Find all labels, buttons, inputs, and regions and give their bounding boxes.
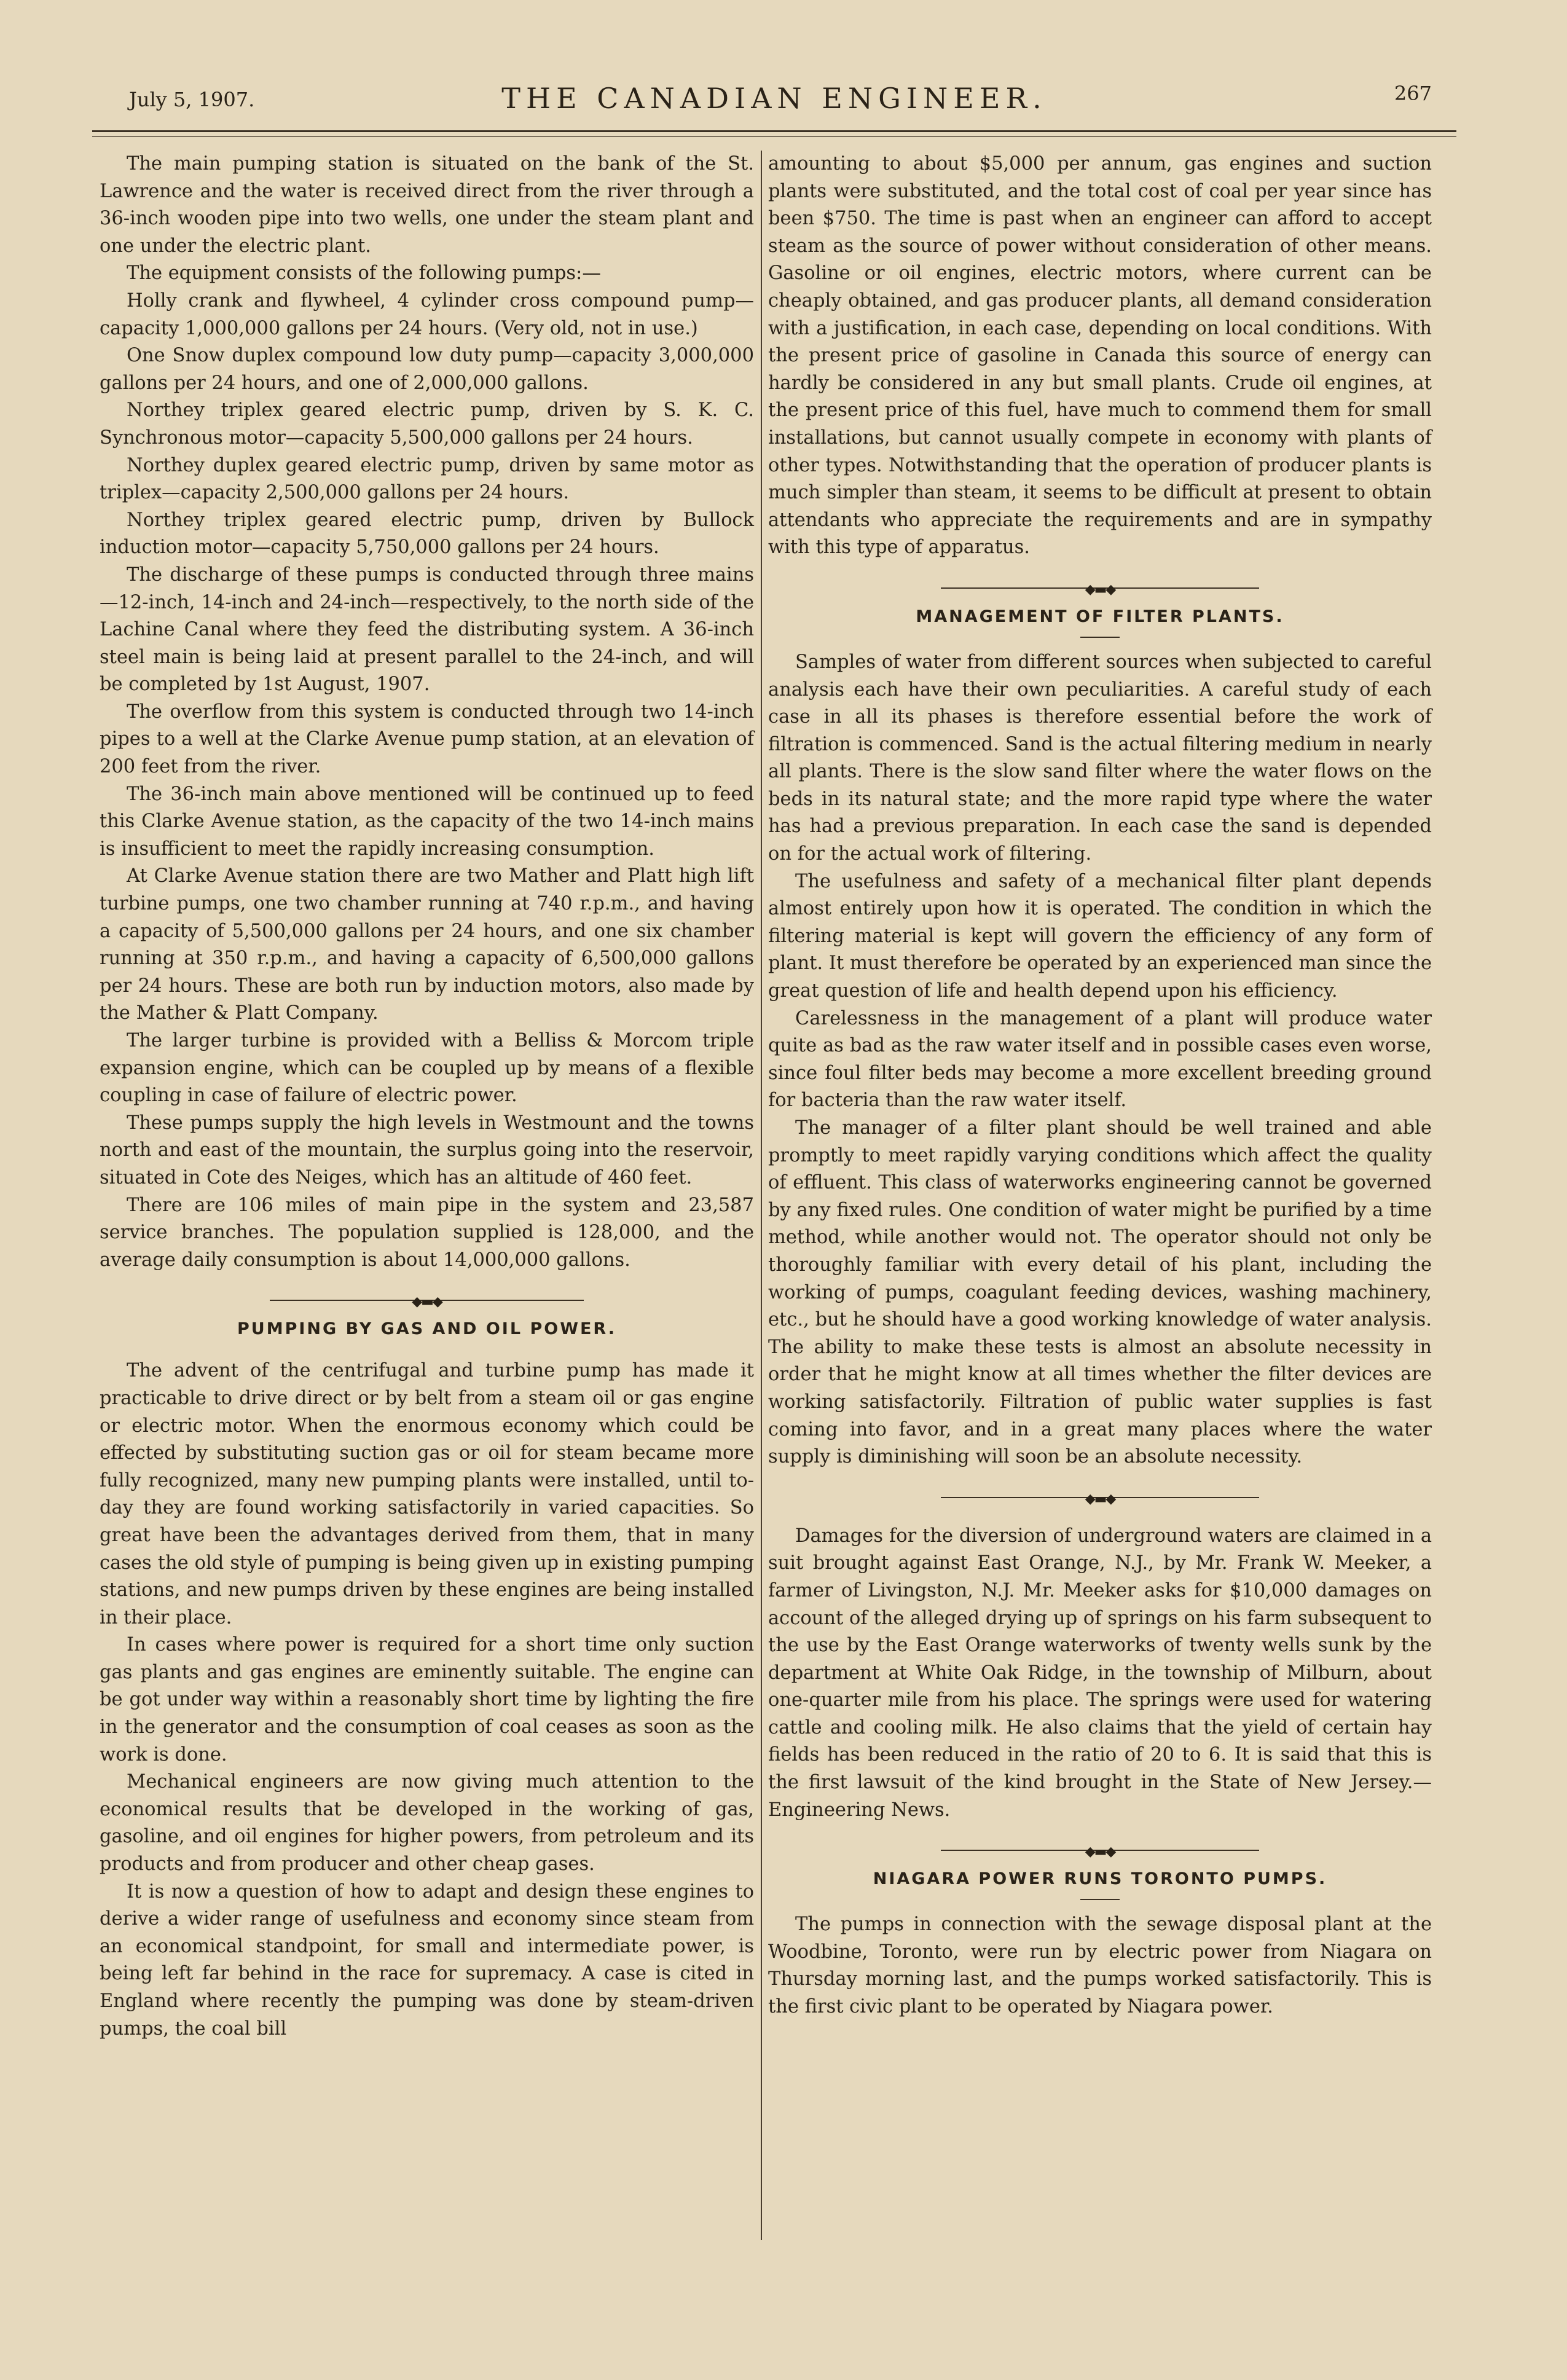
paragraph: The manager of a filter plant should be well trained and able promptly to meet rapidly varying conditions which affect the quality of effluent. This class of waterworks engineering cannot be governed by any fixed rules. One condition of water might be purified by a time method, while another would not. The operator should not only be thoroughly familiar with every detail of his plant, including the working of pumps, coagulant feeding devices, washing machinery, etc., but he should have a good working knowledge of water analysis. The ability to make these tests is almost an absolute necessity in order that he might know at all times whether the filter devices are working satisfactorily. Filtration of public water supplies is fast coming into favor, and in a great many places where the water supply is diminishing will soon be an absolute necessity.: [768, 1117, 1432, 1468]
header-rule-thin: [92, 136, 1456, 137]
section-heading-niagara: NIAGARA POWER RUNS TORONTO PUMPS.: [873, 1869, 1327, 1889]
paragraph: The overflow from this system is conducted through two 14-inch pipes to a well at the Clarke Avenue pump station, at an elevation of 200 feet from the river.: [100, 701, 754, 778]
paragraph: amounting to about $5,000 per annum, gas engines and suction plants were substituted, and the total cost of coal per year since has been $750. The time is past when an engineer can afford to accept steam as the source of power without consideration of other means. Gasoline or oil engines, electric motors, where current can be cheaply obtained, and gas producer plants, all demand consideration with a justification, in each case, depending on local conditions. With the present price of gasoline in Canada this source of energy can hardly be considered in any but small plants. Crude oil engines, at the present price of this fuel, have much to commend them for small installations, but cannot usually compete in economy with plants of other types. Notwithstanding that the operation of producer plants is much simpler than steam, it seems to be difficult at present to obtain attendants who appreciate the requirements and are in sympathy with this type of apparatus.: [768, 153, 1432, 559]
paragraph: The equipment consists of the following pumps:—: [127, 262, 601, 285]
column-divider: [761, 151, 762, 2240]
paragraph: Mechanical engineers are now giving much attention to the economical results that be developed in the working of gas, gasoline, and oil engines for higher powers, from petroleum and its products and from producer and other cheap gases.: [100, 1771, 754, 1875]
paragraph: Holly crank and flywheel, 4 cylinder cross compound pump—capacity 1,000,000 gallons per 24 hours. (Very old, not in use.): [100, 289, 754, 339]
paragraph: The pumps in connection with the sewage disposal plant at the Woodbine, Toronto, were run by electric power from Niagara on Thursday morning last, and the pumps worked satisfactorily. This is the first civic plant to be operated by Niagara power.: [768, 1914, 1432, 2018]
section-ornament: [768, 575, 1432, 600]
paragraph: Northey duplex geared electric pump, driven by same motor as triplex—capacity 2,500,000 gallons per 24 hours.: [100, 454, 754, 504]
paragraph: Samples of water from different sources when subjected to careful analysis each have their own peculiarities. A careful study of each case in all its phases is therefore essential before the work of filtration is commenced. Sand is the actual filtering medium in nearly all plants. There is the slow sand filter where the water flows on the beds in its natural state; and the more rapid type where the water has had a previous preparation. In each case the sand is depended on for the actual work of filtering.: [768, 651, 1432, 865]
paragraph: Northey triplex geared electric pump, driven by Bullock induction motor—capacity 5,750,000 gallons per 24 hours.: [100, 509, 754, 559]
paragraph: Carelessness in the management of a plant will produce water quite as bad as the raw water itself and in possible cases even worse, since foul filter beds may become a more excellent breeding ground for bacteria than the raw water itself.: [768, 1007, 1432, 1112]
paragraph: One Snow duplex compound low duty pump—capacity 3,000,000 gallons per 24 hours, and one of 2,000,000 gallons.: [100, 345, 754, 394]
paragraph: The 36-inch main above mentioned will be continued up to feed this Clarke Avenue station, as the capacity of the two 14-inch mains is insufficient to meet the rapidly increasing consumption.: [100, 783, 754, 860]
paragraph: It is now a question of how to adapt and design these engines to derive a wider range of usefulness and economy since steam from an economical standpoint, for small and intermediate power, is being left far behind in the race for supremacy. A case is cited in England where recently the pumping was done by steam-driven pumps, the coal bill: [100, 1880, 754, 2040]
section-ornament: [768, 1485, 1432, 1509]
paragraph: Damages for the diversion of underground waters are claimed in a suit brought against East Orange, N.J., by Mr. Frank W. Meeker, a farmer of Livingston, N.J. Mr. Meeker asks for $10,000 damages on account of the alleged drying up of springs on his farm subsequent to the use by the East Orange waterworks of twenty wells sunk by the department at White Oak Ridge, in the township of Milburn, about one-quarter mile from his place. The springs were used for watering cattle and cooling milk. He also claims that the yield of certain hay fields has been reduced in the ratio of 20 to 6. It is said that this is the first lawsuit of the kind brought in the State of New Jersey.—Engineering News.: [768, 1525, 1432, 1821]
paragraph: Northey triplex geared electric pump, driven by S. K. C. Synchronous motor—capacity 5,500,000 gallons per 24 hours.: [100, 399, 754, 449]
issue-date: July 5, 1907.: [129, 88, 255, 111]
section-heading-filter: MANAGEMENT OF FILTER PLANTS.: [916, 607, 1284, 626]
heading-rule: [1080, 637, 1120, 638]
paragraph: There are 106 miles of main pipe in the system and 23,587 service branches. The population supplied is 128,000, and the average daily consumption is about 14,000,000 gallons.: [100, 1194, 754, 1271]
page-number: 267: [1394, 82, 1432, 105]
paragraph: The usefulness and safety of a mechanical filter plant depends almost entirely upon how it is operated. The condition in which the filtering material is kept will govern the efficiency of any form of plant. It must therefore be operated by an experienced man since the great question of life and health depend upon his efficiency.: [768, 870, 1432, 1002]
section-ornament: [100, 1287, 754, 1312]
left-column: [100, 151, 754, 2043]
heading-rule: [1080, 1899, 1120, 1900]
paragraph: The larger turbine is provided with a Belliss & Morcom triple expansion engine, which can be coupled up by means of a flexible coupling in case of failure of electric power.: [100, 1030, 754, 1107]
paragraph: At Clarke Avenue station there are two Mather and Platt high lift turbine pumps, one two chamber running at 740 r.p.m., and having a capacity of 5,500,000 gallons per 24 hours, and one six chamber running at 350 r.p.m., and having a capacity of 6,500,000 gallons per 24 hours. These are both run by induction motors, also made by the Mather & Platt Company.: [100, 865, 754, 1024]
header-rule-thick: [92, 130, 1456, 132]
paragraph: The discharge of these pumps is conducted through three mains—12-inch, 14-inch and 24-inch—respectively, to the north side of the Lachine Canal where they feed the distributing system. A 36-inch steel main is being laid at present parallel to the 24-inch, and will be completed by 1st August, 1907.: [100, 564, 754, 696]
section-ornament: [768, 1837, 1432, 1862]
journal-title: THE CANADIAN ENGINEER.: [501, 82, 1047, 115]
paragraph: The main pumping station is situated on the bank of the St. Lawrence and the water is received direct from the river through a 36-inch wooden pipe into two wells, one under the steam plant and one under the electric plant.: [100, 153, 754, 257]
right-column: [768, 151, 1432, 2021]
section-heading-gas-oil: PUMPING BY GAS AND OIL POWER.: [237, 1319, 616, 1339]
page-header: [92, 77, 1456, 120]
paragraph: These pumps supply the high levels in Westmount and the towns north and east of the mountain, the surplus going into the reservoir, situated in Cote des Neiges, which has an altitude of 460 feet.: [100, 1112, 754, 1188]
paragraph: The advent of the centrifugal and turbine pump has made it practicable to drive direct or by belt from a steam oil or gas engine or electric motor. When the enormous economy which could be effected by substituting suction gas or oil for steam became more fully recognized, many new pumping plants were installed, until to-day they are found working satisfactorily in varied capacities. So great have been the advantages derived from them, that in many cases the old style of pumping is being given up in existing pumping stations, and new pumps driven by these engines are being installed in their place.: [100, 1360, 754, 1628]
paragraph: In cases where power is required for a short time only suction gas plants and gas engines are eminently suitable. The engine can be got under way within a reasonably short time by lighting the fire in the generator and the consumption of coal ceases as soon as the work is done.: [100, 1634, 754, 1765]
